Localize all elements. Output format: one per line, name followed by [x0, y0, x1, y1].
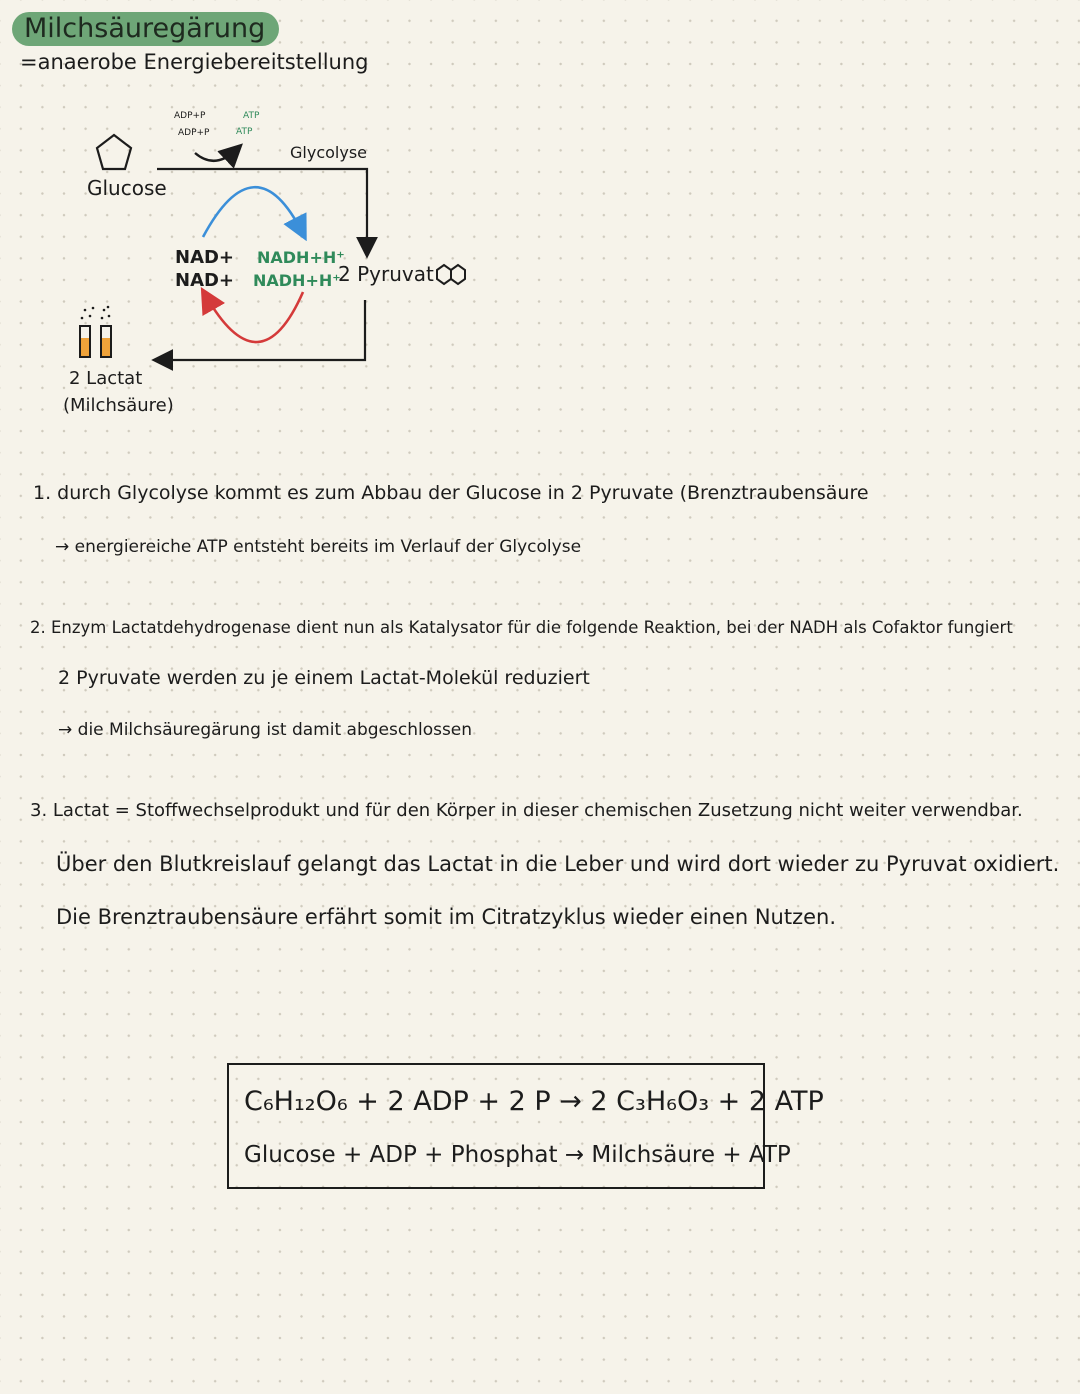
point-2: 2. Enzym Lactatdehydrogenase dient nun als Katalysator für die folgende Reaktion, bei der NADH als Cofaktor fungiert	[30, 618, 1013, 637]
page-title: Milchsäuregärung	[12, 12, 279, 46]
pyruvat-molecule-icon	[437, 265, 465, 284]
lactat-label: 2 Lactat	[69, 368, 143, 389]
adp-label-1: ADP+P	[174, 111, 206, 121]
adp-label-2: ADP+P	[178, 128, 210, 138]
blue-arc-arrow	[203, 187, 302, 237]
atp-curve-arrow-icon	[195, 150, 236, 161]
glucose-label: Glucose	[87, 176, 167, 200]
point-3-line-3: Die Brenztraubensäure erfährt somit im Citratzyklus wieder einen Nutzen.	[56, 905, 837, 929]
point-2-line-2: 2 Pyruvate werden zu je einem Lactat-Molekül reduziert	[58, 667, 590, 689]
glycolyse-line	[157, 169, 367, 250]
nadh-label-2: NADH+H⁺	[253, 271, 341, 290]
point-1-note: → energiereiche ATP entsteht bereits im Verlauf der Glycolyse	[55, 537, 582, 557]
nad-label-2: NAD+	[175, 270, 235, 291]
glycolyse-label: Glycolyse	[290, 143, 367, 162]
nadh-label-1: NADH+H⁺	[257, 248, 345, 267]
atp-label-1: ATP	[243, 111, 260, 121]
equation-box	[227, 1063, 765, 1189]
subtitle: =anaerobe Energiebereitstellung	[20, 50, 369, 74]
point-3-line-2: Über den Blutkreislauf gelangt das Lactat in die Leber und wird dort wieder zu Pyruvat oxidiert.	[56, 852, 1060, 876]
test-tubes-icon	[80, 306, 111, 357]
equation-formula: C₆H₁₂O₆ + 2 ADP + 2 P → 2 C₃H₆O₃ + 2 ATP	[244, 1086, 824, 1117]
point-3: 3. Lactat = Stoffwechselprodukt und für den Körper in dieser chemischen Zusetzung nicht weiter verwendbar.	[30, 800, 1023, 821]
point-2-note: → die Milchsäuregärung ist damit abgeschlossen	[58, 720, 473, 740]
lactat-return-line	[160, 300, 365, 360]
equation-words: Glucose + ADP + Phosphat → Milchsäure + ATP	[244, 1142, 791, 1168]
atp-label-2: ATP	[236, 127, 253, 137]
nad-label-1: NAD+	[175, 247, 235, 268]
pyruvat-label: 2 Pyruvat	[338, 262, 434, 286]
milchsaeure-label: (Milchsäure)	[63, 395, 174, 416]
point-1: 1. durch Glycolyse kommt es zum Abbau der Glucose in 2 Pyruvate (Brenztraubensäure	[33, 482, 869, 504]
red-arc-arrow	[206, 292, 303, 342]
glucose-pentagon-icon	[97, 135, 131, 169]
